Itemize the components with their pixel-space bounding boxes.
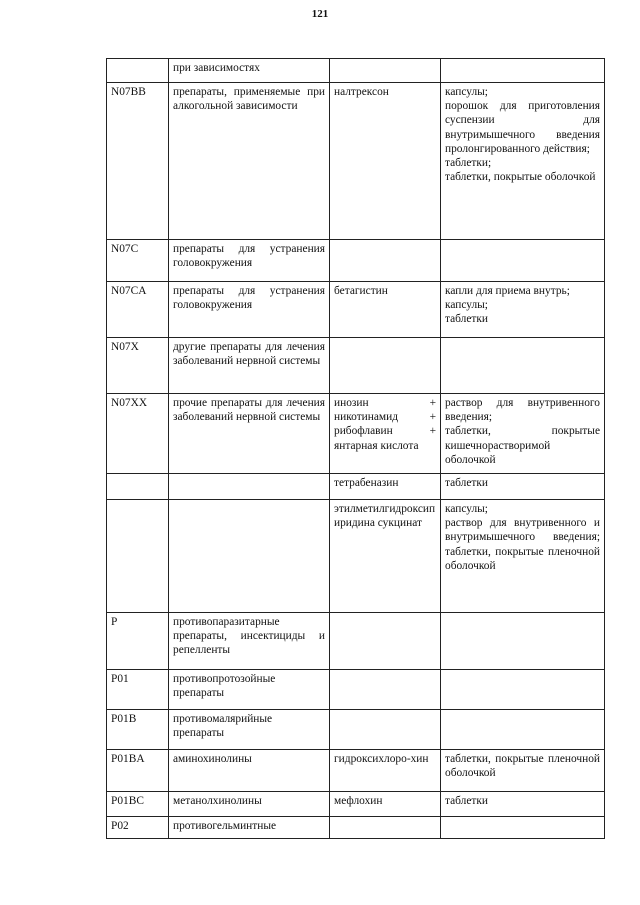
drug-name-cell: бетагистин — [330, 282, 441, 338]
dosage-forms-cell: таблетки, покрытые пленочной оболочкой — [441, 750, 605, 792]
dosage-forms-cell — [441, 817, 605, 839]
atc-code-cell: N07CA — [107, 282, 169, 338]
drug-name-cell: налтрексон — [330, 83, 441, 240]
pharmacological-group-cell — [169, 500, 330, 613]
drug-name-cell — [330, 817, 441, 839]
atc-code-cell: N07BB — [107, 83, 169, 240]
pharmacological-group-cell: препараты, применяемые при алкогольной зависимости — [169, 83, 330, 240]
table-row — [107, 83, 605, 240]
table-row — [107, 670, 605, 710]
drug-name-cell — [330, 240, 441, 282]
drug-name-cell — [330, 710, 441, 750]
atc-code-cell: P01BC — [107, 792, 169, 817]
drug-name-cell — [330, 338, 441, 394]
atc-code-cell: P02 — [107, 817, 169, 839]
table-row — [107, 59, 605, 83]
table-row — [107, 613, 605, 670]
medication-table — [106, 58, 605, 839]
page-number: 121 — [311, 8, 329, 20]
medication-table-body — [107, 59, 605, 839]
atc-code-cell: N07XX — [107, 394, 169, 474]
table-row — [107, 500, 605, 613]
atc-code-cell — [107, 474, 169, 500]
drug-name-cell — [330, 613, 441, 670]
table-row — [107, 817, 605, 839]
dosage-forms-cell — [441, 59, 605, 83]
table-row — [107, 282, 605, 338]
table-row — [107, 750, 605, 792]
drug-name-cell: тетрабеназин — [330, 474, 441, 500]
dosage-forms-cell — [441, 710, 605, 750]
dosage-forms-cell: капли для приема внутрь; капсулы; таблетки — [441, 282, 605, 338]
pharmacological-group-cell: противомалярийные препараты — [169, 710, 330, 750]
dosage-forms-cell: капсулы; порошок для приготовления суспензии для внутримышечного введения пролонгированного действия; таблетки; таблетки, покрытые оболочкой — [441, 83, 605, 240]
pharmacological-group-cell: прочие препараты для лечения заболеваний нервной системы — [169, 394, 330, 474]
drug-name-cell: мефлохин — [330, 792, 441, 817]
dosage-forms-cell: раствор для внутривенного введения; таблетки, покрытые кишечнорастворимой оболочкой — [441, 394, 605, 474]
atc-code-cell: P — [107, 613, 169, 670]
pharmacological-group-cell: противопаразитарные препараты, инсектициды и репелленты — [169, 613, 330, 670]
atc-code-cell: P01 — [107, 670, 169, 710]
drug-name-cell: гидроксихлоро-хин — [330, 750, 441, 792]
pharmacological-group-cell: аминохинолины — [169, 750, 330, 792]
dosage-forms-cell: капсулы; раствор для внутривенного и внутримышечного введения; таблетки, покрытые пленочной оболочкой — [441, 500, 605, 613]
pharmacological-group-cell: метанолхинолины — [169, 792, 330, 817]
table-row — [107, 338, 605, 394]
pharmacological-group-cell: противогельминтные — [169, 817, 330, 839]
atc-code-cell: N07C — [107, 240, 169, 282]
dosage-forms-cell: таблетки — [441, 792, 605, 817]
dosage-forms-cell — [441, 670, 605, 710]
table-row — [107, 792, 605, 817]
pharmacological-group-cell: препараты для устранения головокружения — [169, 240, 330, 282]
drug-name-cell — [330, 59, 441, 83]
pharmacological-group-cell: препараты для устранения головокружения — [169, 282, 330, 338]
drug-name-cell: инозин + никотинамид + рибофлавин + янтарная кислота — [330, 394, 441, 474]
atc-code-cell — [107, 59, 169, 83]
dosage-forms-cell — [441, 338, 605, 394]
pharmacological-group-cell: другие препараты для лечения заболеваний нервной системы — [169, 338, 330, 394]
pharmacological-group-cell — [169, 474, 330, 500]
table-row — [107, 394, 605, 474]
atc-code-cell: N07X — [107, 338, 169, 394]
drug-name-cell — [330, 670, 441, 710]
atc-code-cell: P01BA — [107, 750, 169, 792]
drug-name-cell: этилметилгидроксипиридина сукцинат — [330, 500, 441, 613]
table-row — [107, 240, 605, 282]
dosage-forms-cell — [441, 240, 605, 282]
dosage-forms-cell: таблетки — [441, 474, 605, 500]
table-row — [107, 474, 605, 500]
pharmacological-group-cell: при зависимостях — [169, 59, 330, 83]
atc-code-cell: P01B — [107, 710, 169, 750]
pharmacological-group-cell: противопротозойные препараты — [169, 670, 330, 710]
table-row — [107, 710, 605, 750]
dosage-forms-cell — [441, 613, 605, 670]
atc-code-cell — [107, 500, 169, 613]
